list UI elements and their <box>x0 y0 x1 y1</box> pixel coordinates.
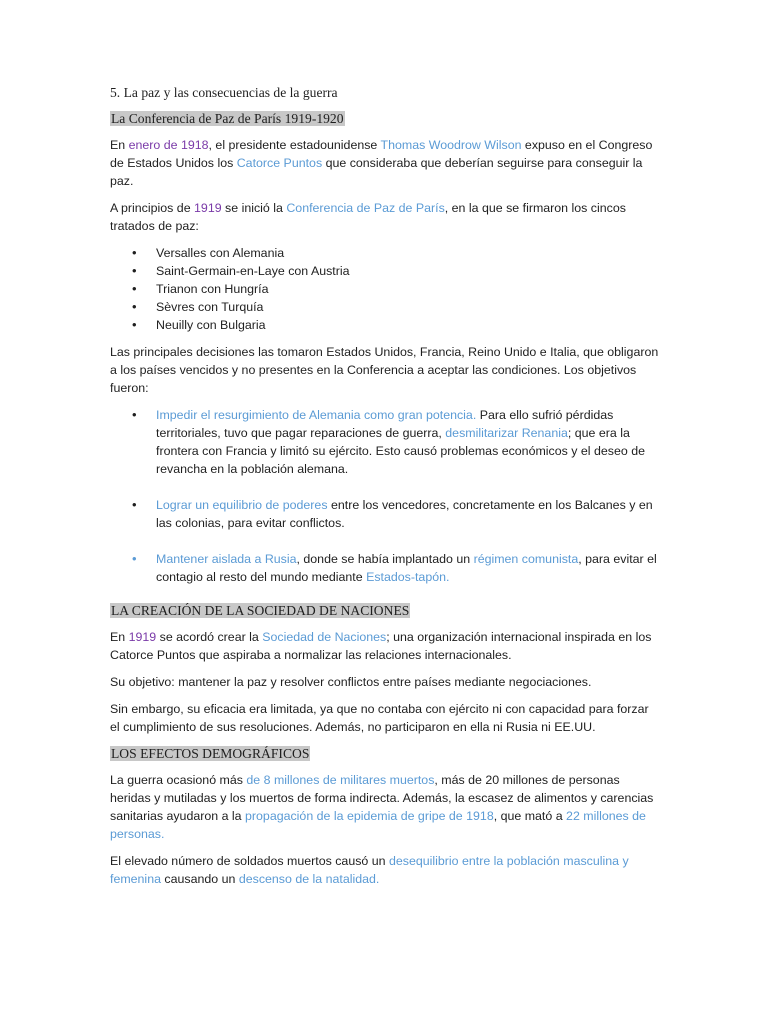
text-span: entre los vencedores, concretamente en los Balcanes y en las colonias, para evitar conflictos. <box>156 498 653 530</box>
text-span: se inició la <box>221 201 287 215</box>
text-span: se acordó crear la <box>156 630 263 644</box>
text-span: Para ello sufrió pérdidas territoriales, tuvo que pagar reparaciones de guerra, <box>156 408 614 440</box>
objective-link[interactable]: Mantener aislada a Rusia <box>156 552 297 566</box>
list-item: • Versalles con Alemania <box>110 244 660 262</box>
text-span: , donde se había implantado un <box>296 552 474 566</box>
text-span: expuso en el Congreso de Estados Unidos los <box>110 138 653 170</box>
text-span: , más de 20 millones de personas heridas y mutiladas y los muertos de forma indirecta. Además, la escasez de alimentos y carencias sanitarias ayudaron a la <box>110 773 654 823</box>
text-span: En <box>110 630 129 644</box>
list-item: • Trianon con Hungría <box>110 280 660 298</box>
natalidad-link[interactable]: descenso de la natalidad. <box>238 872 380 886</box>
wilson-link[interactable]: Thomas Woodrow Wilson <box>380 138 522 152</box>
militares-link[interactable]: de 8 millones de militares muertos <box>246 773 435 787</box>
section-title-text: La Conferencia de Paz de París 1919-1920 <box>111 111 344 126</box>
section-title-demograficos <box>110 745 660 763</box>
millones-link[interactable]: 22 millones de personas. <box>110 809 646 841</box>
paragraph-eficacia: Sin embargo, su eficacia era limitada, ya que no contaba con ejército ni con capacidad para forzar el cumplimiento de sus resoluciones. Además, no participaron en ella ni Rusia ni EE.UU. <box>110 702 649 734</box>
objective-link[interactable]: Lograr un equilibrio de poderes <box>156 498 328 512</box>
regimen-link[interactable]: régimen comunista <box>473 552 579 566</box>
paragraph-sociedad <box>110 628 660 664</box>
text-span: La guerra ocasionó más <box>110 773 247 787</box>
document-heading: 5. La paz y las consecuencias de la guerra <box>110 85 338 100</box>
treaty-list <box>110 244 660 334</box>
text-span: , que mató a <box>493 809 567 823</box>
desequilibrio-link[interactable]: desequilibrio entre la población masculina y femenina <box>110 854 629 886</box>
paragraph-conferencia <box>110 199 660 235</box>
paragraph-decisiones: Las principales decisiones las tomaron Estados Unidos, Francia, Reino Unido e Italia, que obligaron a los países vencidos y no presentes en la Conferencia a aceptar las condiciones. Los objetivos fueron: <box>110 345 659 395</box>
text-span: , en la que se firmaron los cincos tratados de paz: <box>110 201 626 233</box>
date-link[interactable]: enero de 1918 <box>128 138 209 152</box>
objective-item <box>110 496 660 532</box>
sociedad-link[interactable]: Sociedad de Naciones <box>262 630 387 644</box>
conferencia-link[interactable]: Conferencia de Paz de París <box>286 201 445 215</box>
list-item: • Neuilly con Bulgaria <box>110 316 660 334</box>
section-title-text: LA CREACIÓN DE LA SOCIEDAD DE NACIONES <box>111 603 410 618</box>
text-span: que consideraba que deberían seguirse para conseguir la paz. <box>110 156 643 188</box>
paragraph-muertos <box>110 771 660 843</box>
text-span: , para evitar el contagio al resto del mundo mediante <box>156 552 657 584</box>
paragraph-objetivo: Su objetivo: mantener la paz y resolver conflictos entre países mediante negociaciones. <box>110 675 592 689</box>
text-span: , el presidente estadounidense <box>208 138 381 152</box>
objective-item <box>110 550 660 586</box>
section-title-text: LOS EFECTOS DEMOGRÁFICOS <box>111 746 310 761</box>
list-item: • Saint-Germain-en-Laye con Austria <box>110 262 660 280</box>
gripe-link[interactable]: propagación de la epidemia de gripe de 1918 <box>245 809 494 823</box>
section-title-conferencia <box>110 110 660 128</box>
date-link[interactable]: 1919 <box>128 630 157 644</box>
section-title-sociedad <box>110 602 660 620</box>
catorce-puntos-link[interactable]: Catorce Puntos <box>236 156 323 170</box>
text-span: causando un <box>160 872 239 886</box>
estados-tapon-link[interactable]: Estados-tapón. <box>366 570 450 584</box>
paragraph-wilson <box>110 136 660 190</box>
text-span: ; que era la frontera con Francia y limitó su ejército. Esto causó problemas económicos y el deseo de revancha en la población alemana. <box>156 426 645 476</box>
text-span: A principios de <box>110 201 195 215</box>
text-span: ; una organización internacional inspirada en los Catorce Puntos que aspiraba a normalizar las relaciones internacionales. <box>110 630 652 662</box>
text-span: En <box>110 138 129 152</box>
objectives-list <box>110 406 660 586</box>
objective-item <box>110 406 660 478</box>
document-body <box>110 84 660 897</box>
list-item: • Sèvres con Turquía <box>110 298 660 316</box>
renania-link[interactable]: desmilitarizar Renania <box>445 426 568 440</box>
text-span: El elevado número de soldados muertos causó un <box>110 854 389 868</box>
objective-link[interactable]: Impedir el resurgimiento de Alemania como gran potencia. <box>156 408 477 422</box>
paragraph-desequilibrio <box>110 852 660 888</box>
date-link[interactable]: 1919 <box>194 201 222 215</box>
